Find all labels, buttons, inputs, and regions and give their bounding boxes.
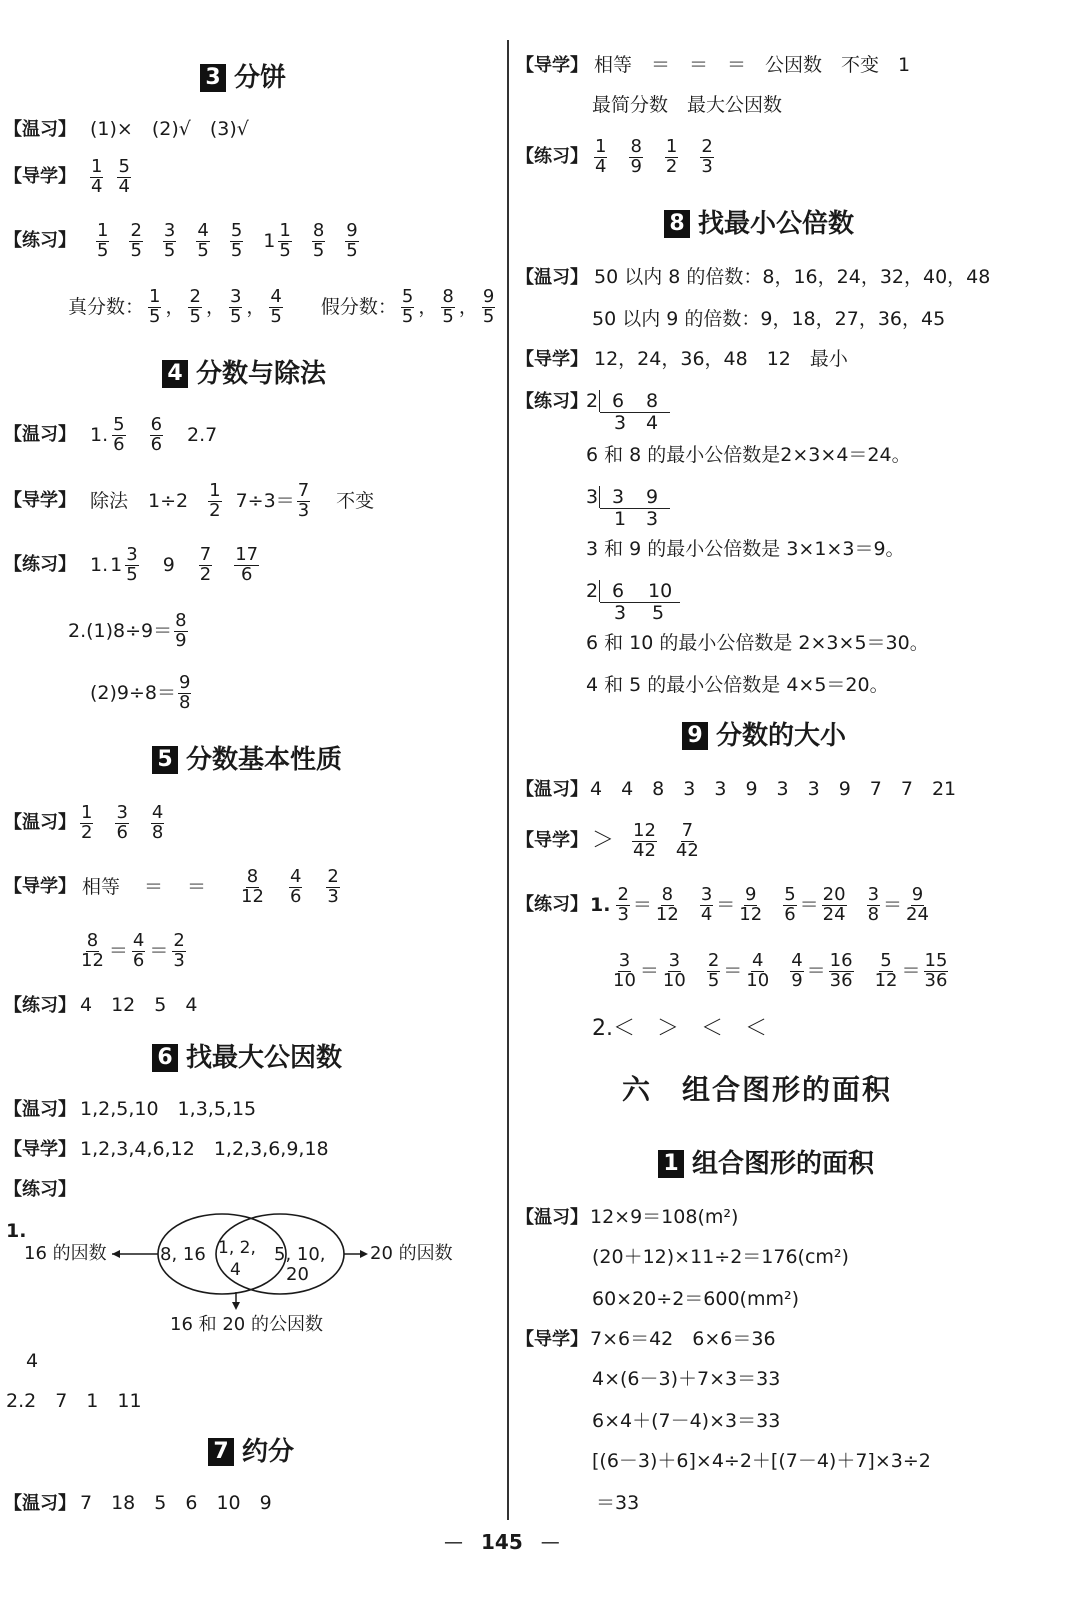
tag-wenxi: 【温习】 xyxy=(4,118,76,140)
fraction: $\frac{3}{10}$ xyxy=(662,950,686,991)
fraction: $\frac{9}{5}$ xyxy=(482,286,495,327)
r-top-daoxue-2: 最简分数 最大公因数 xyxy=(592,94,783,116)
fraction: $\frac{2}{3}$ xyxy=(701,136,713,177)
division-quotient: 3 xyxy=(646,508,659,530)
fraction: $\frac{7}{2}$ xyxy=(199,544,212,585)
s3-lianxi xyxy=(4,222,359,261)
s6-item-2: 2.2 7 1 11 xyxy=(6,1390,142,1412)
venn-only-16: 8, 16 xyxy=(160,1244,206,1265)
fraction: $\frac{7}{42}$ xyxy=(675,820,699,861)
fraction: $\frac{3}{5}$ xyxy=(229,286,242,327)
fraction: $\frac{1}{2}$ xyxy=(665,136,678,177)
fraction: $\frac{4}{5}$ xyxy=(270,286,282,327)
fraction: $\frac{12}{42}$ xyxy=(633,820,656,861)
s3-daoxue xyxy=(4,158,131,197)
page-number: — 145 — xyxy=(444,1530,560,1554)
s4-lianxi: 【练习】 1. 1 $\frac{3}{5}$ 9 $\frac{7}{2}$ $\frac{17}{6}$ xyxy=(4,544,259,585)
s9-daoxue: 【导学】 ＞ $\frac{12}{42}$ $\frac{7}{42}$ xyxy=(516,820,699,861)
s1-wenxi: 【温习】 12×9＝108(m²) xyxy=(516,1206,739,1228)
s5-daoxue: 【导学】 相等 ＝ ＝ $\frac{8}{12}$ $\frac{4}{6}$ $\frac{2}{3}$ xyxy=(4,866,339,907)
s6-lianxi: 【练习】 xyxy=(4,1179,76,1200)
fraction: $\frac{15}{36}$ xyxy=(924,950,948,991)
section-number: 3 xyxy=(200,64,226,92)
section-6-title: 6 找最大公因数 xyxy=(152,1044,342,1072)
s7-wenxi: 【温习】 7 18 5 6 10 9 xyxy=(4,1492,272,1514)
short-division-bar xyxy=(599,486,600,508)
s8-wenxi-2: 50 以内 9 的倍数：9，18，27，36，45 xyxy=(592,308,946,330)
short-division-2-divisor: 3 xyxy=(586,486,599,508)
short-division-bar xyxy=(599,390,600,412)
s5-lianxi: 【练习】 4 12 5 4 xyxy=(4,994,198,1016)
section-7-title: 7 约分 xyxy=(208,1438,294,1466)
section-9-title: 9 分数的大小 xyxy=(682,722,846,750)
fraction: $\frac{5}{5}$ xyxy=(401,286,414,327)
section-3-title xyxy=(200,64,286,92)
fraction: $\frac{3}{4}$ xyxy=(700,884,713,925)
s1-daoxue-4: [(6－3)＋6]×4÷2＋[(7－4)＋7]×3÷2 xyxy=(592,1450,931,1472)
fraction: $\frac{17}{6}$ xyxy=(235,544,259,585)
division-number: 8 xyxy=(646,390,659,412)
fraction: $\frac{5}{4}$ xyxy=(118,156,130,197)
s1-daoxue-3: 6×4＋(7－4)×3＝33 xyxy=(592,1410,781,1432)
fraction: $\frac{8}{5}$ xyxy=(312,220,325,261)
fraction: $\frac{8}{12}$ xyxy=(655,884,679,925)
fraction: $\frac{9}{12}$ xyxy=(739,884,763,925)
fraction: $\frac{1}{5}$ xyxy=(97,220,109,261)
venn-only-20-1: 5, 10, xyxy=(274,1244,326,1265)
division-quotient: 4 xyxy=(646,412,659,434)
fraction: $\frac{1}{2}$ xyxy=(81,802,93,843)
fraction: $\frac{2}{5}$ xyxy=(189,286,201,327)
fraction: $\frac{3}{6}$ xyxy=(116,802,128,843)
venn-left-label: 16 的因数 xyxy=(24,1243,107,1264)
column-divider xyxy=(507,40,509,1520)
fraction: $\frac{6}{6}$ xyxy=(150,414,163,455)
venn-right-label: 20 的因数 xyxy=(370,1243,453,1264)
s4-daoxue: 【导学】 除法 1÷2 $\frac{1}{2}$ 7÷3＝ $\frac{7}{3}$ 不变 xyxy=(4,480,375,521)
fraction: $\frac{20}{24}$ xyxy=(822,884,846,925)
short-division-bar xyxy=(599,580,600,602)
fraction: $\frac{4}{6}$ xyxy=(289,866,302,907)
fraction: $\frac{5}{12}$ xyxy=(874,950,898,991)
fraction: $\frac{5}{6}$ xyxy=(113,414,125,455)
division-quotient: 1 xyxy=(614,508,627,530)
s6-item-1: 1. xyxy=(6,1220,27,1242)
fraction: $\frac{3}{8}$ xyxy=(867,884,880,925)
s4-wenxi: 【温习】 1. $\frac{5}{6}$ $\frac{6}{6}$ 2.7 xyxy=(4,414,218,455)
section-4-title xyxy=(162,360,326,388)
fraction: $\frac{7}{3}$ xyxy=(297,480,310,521)
fraction: $\frac{8}{12}$ xyxy=(81,930,104,971)
s3-wenxi xyxy=(4,120,249,139)
s8-lcm-1: 6 和 8 的最小公倍数是2×3×4＝24。 xyxy=(586,444,911,466)
fraction: $\frac{16}{36}$ xyxy=(829,950,853,991)
s3-classification: 真分数： $\frac{1}{5}$ ， $\frac{2}{5}$ ， $\frac{3}{5}$ ， $\frac{4}{5}$ 假分数： $\frac{5}{5}$ ， $\frac{8}{5}$ ， $\frac{9}{5}$ xyxy=(68,286,495,327)
fraction: $\frac{9}{24}$ xyxy=(906,884,929,925)
s8-lcm-3: 6 和 10 的最小公倍数是 2×3×5＝30。 xyxy=(586,632,929,654)
s6-answer-4: 4 xyxy=(26,1350,39,1372)
s6-daoxue: 【导学】 1,2,3,4,6,12 1,2,3,6,9,18 xyxy=(4,1138,329,1160)
fraction: $\frac{4}{6}$ xyxy=(132,930,145,971)
section-5-title: 5 分数基本性质 xyxy=(152,746,342,774)
s1-daoxue-2: 4×(6－3)＋7×3＝33 xyxy=(592,1368,781,1390)
section-title-text: 分数与除法 xyxy=(196,359,327,389)
venn-only-20-2: 20 xyxy=(286,1264,309,1285)
s8-lianxi: 【练习】 xyxy=(516,391,588,412)
fraction: $\frac{4}{9}$ xyxy=(791,950,803,991)
venn-common-2: 4 xyxy=(230,1260,241,1280)
proper-label: 真分数： xyxy=(68,295,145,318)
fraction: $\frac{2}{3}$ xyxy=(327,866,339,907)
part-6-title: 六 组合图形的面积 xyxy=(622,1073,893,1106)
division-quotient: 3 xyxy=(614,412,627,434)
fraction: $\frac{8}{5}$ xyxy=(442,286,454,327)
venn-bottom-label: 16 和 20 的公因数 xyxy=(170,1314,323,1335)
short-division-line xyxy=(600,602,680,603)
fraction: $\frac{5}{5}$ xyxy=(230,220,243,261)
s8-daoxue: 【导学】 12，24，36，48 12 最小 xyxy=(516,348,848,370)
s8-wenxi: 【温习】 50 以内 8 的倍数：8，16，24，32，40，48 xyxy=(516,266,991,288)
fraction: $\frac{1}{2}$ xyxy=(209,480,221,521)
short-division-3-divisor: 2 xyxy=(586,580,599,602)
s1-wenxi-3: 60×20÷2＝600(mm²) xyxy=(592,1288,800,1310)
division-number: 9 xyxy=(646,486,659,508)
tag-lianxi: 【练习】 xyxy=(4,230,76,252)
fraction: $\frac{4}{8}$ xyxy=(151,802,164,843)
s9-lianxi-row2: $\frac{3}{10}$ ＝ $\frac{3}{10}$ $\frac{2}{5}$ ＝ $\frac{4}{10}$ $\frac{4}{9}$ ＝ $\frac{16}{36}$ $\frac{5}{12}$ ＝ $\frac{15}{36}$ xyxy=(613,950,948,991)
r-top-daoxue: 【导学】 相等 ＝ ＝ ＝ 公因数 不变 1 xyxy=(516,54,911,76)
division-number: 10 xyxy=(648,580,673,602)
fraction: $\frac{9}{8}$ xyxy=(179,672,191,713)
fraction: $\frac{1}{4}$ xyxy=(595,136,607,177)
division-number: 6 xyxy=(612,390,625,412)
tag-daoxue: 【导学】 xyxy=(4,166,76,188)
division-quotient: 3 xyxy=(614,602,627,624)
venn-common-1: 1, 2, xyxy=(218,1238,256,1258)
section-title-text: 分饼 xyxy=(234,63,287,93)
s9-lianxi-row1: 【练习】 1. $\frac{2}{3}$ ＝ $\frac{8}{12}$ $\frac{3}{4}$ ＝ $\frac{9}{12}$ $\frac{5}{6}$ ＝ $\frac{20}{24}$ $\frac{3}{8}$ ＝ $\frac{9}{24}$ xyxy=(516,884,929,925)
mixed-number: 1 $\frac{1}{5}$ xyxy=(263,220,291,261)
wenxi-answer: (1)× (2)√ (3)√ xyxy=(90,118,249,140)
s9-wenxi: 【温习】 4 4 8 3 3 9 3 3 9 7 7 21 xyxy=(516,778,957,800)
fraction: $\frac{2}{3}$ xyxy=(173,930,185,971)
fraction: $\frac{8}{9}$ xyxy=(175,610,187,651)
s4-lianxi-2b: (2)9÷8＝ $\frac{9}{8}$ xyxy=(90,672,191,713)
fraction: $\frac{4}{5}$ xyxy=(197,220,209,261)
s4-lianxi-2a: 2.(1)8÷9＝ $\frac{8}{9}$ xyxy=(68,610,187,651)
fraction: $\frac{3}{10}$ xyxy=(613,950,636,991)
short-division-line xyxy=(600,412,670,413)
fraction: $\frac{4}{10}$ xyxy=(746,950,770,991)
fraction: $\frac{5}{6}$ xyxy=(784,884,796,925)
division-quotient: 5 xyxy=(652,602,665,624)
s9-lianxi-2: 2.＜ ＞ ＜ ＜ xyxy=(592,1016,767,1041)
fraction: $\frac{2}{5}$ xyxy=(707,950,720,991)
s8-lcm-4: 4 和 5 的最小公倍数是 4×5＝20。 xyxy=(586,674,889,696)
s5-wenxi: 【温习】 $\frac{1}{2}$ $\frac{3}{6}$ $\frac{4}{8}$ xyxy=(4,802,164,843)
r-top-lianxi: 【练习】 $\frac{1}{4}$ $\frac{8}{9}$ $\frac{1}{2}$ $\frac{2}{3}$ xyxy=(516,136,713,177)
fraction: $\frac{8}{12}$ xyxy=(241,866,264,907)
s8-lcm-2: 3 和 9 的最小公倍数是 3×1×3＝9。 xyxy=(586,538,905,560)
s5-daoxue-chain: $\frac{8}{12}$ ＝ $\frac{4}{6}$ ＝ $\frac{2}{3}$ xyxy=(81,930,185,971)
s1-daoxue: 【导学】 7×6＝42 6×6＝36 xyxy=(516,1328,776,1350)
fraction: $\frac{1}{4}$ xyxy=(91,156,103,197)
short-division-line xyxy=(600,508,670,509)
fraction: $\frac{2}{5}$ xyxy=(130,220,142,261)
fraction: $\frac{3}{5}$ xyxy=(126,544,138,585)
section-number: 4 xyxy=(162,360,188,388)
s6-wenxi: 【温习】 1,2,5,10 1,3,5,15 xyxy=(4,1098,257,1120)
section-1-title: 1 组合图形的面积 xyxy=(658,1150,874,1178)
fraction: $\frac{3}{5}$ xyxy=(163,220,176,261)
fraction: $\frac{2}{3}$ xyxy=(617,884,629,925)
fraction: $\frac{1}{5}$ xyxy=(279,220,291,261)
fraction: $\frac{1}{5}$ xyxy=(149,286,161,327)
fraction: $\frac{8}{9}$ xyxy=(630,136,642,177)
s1-daoxue-5: ＝33 xyxy=(596,1492,640,1514)
improper-label: 假分数： xyxy=(320,295,397,318)
short-division-1-divisor: 2 xyxy=(586,390,599,412)
division-number: 6 xyxy=(612,580,625,602)
fraction: $\frac{9}{5}$ xyxy=(346,220,358,261)
section-8-title: 8 找最小公倍数 xyxy=(664,210,854,238)
division-number: 3 xyxy=(612,486,625,508)
s1-wenxi-2: (20＋12)×11÷2＝176(cm²) xyxy=(592,1246,849,1268)
